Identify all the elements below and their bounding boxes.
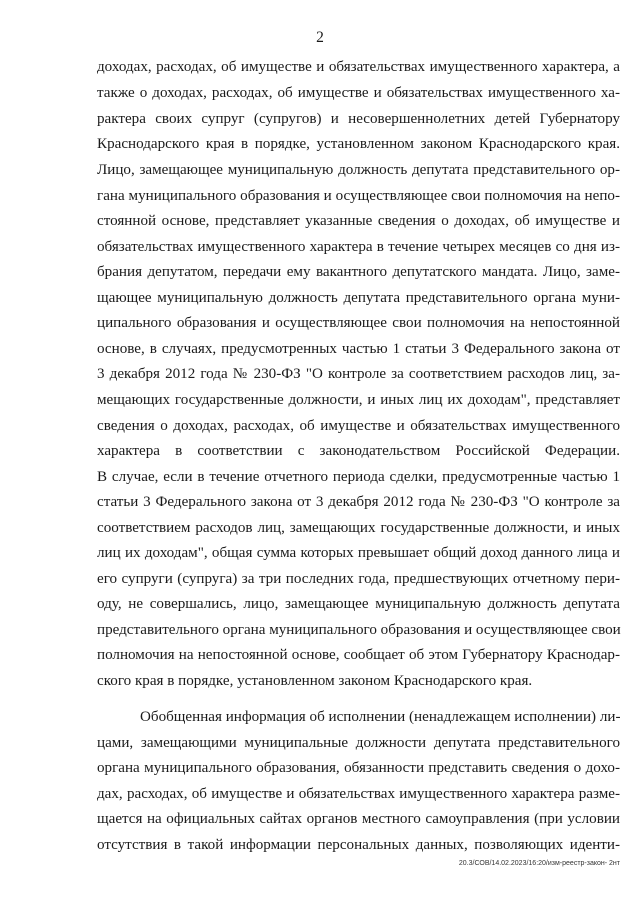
text-line: щающее муниципальную должность депутата представительного органа муни- <box>97 290 620 306</box>
text-line: полномочия на непостоянной основе, сообщает об этом Губернатору Краснодар- <box>97 647 620 663</box>
text-line: гана муниципального образования и осуществляющее свои полномочия на непо- <box>97 188 620 204</box>
text-line: рактера своих супруг (супругов) и несовершеннолетних детей Губернатору <box>97 111 620 127</box>
footer-document-code: 20.3/СОВ/14.02.2023/16:20/изм-реестр-закон- 2нт <box>458 860 620 867</box>
text-line: отсутствия в такой информации персональных данных, позволяющих иденти- <box>97 837 620 853</box>
text-line: 3 декабря 2012 года № 230-ФЗ "О контроле за соответствием расходов лиц, за- <box>97 366 620 382</box>
text-line: ского края в порядке, установленном законом Краснодарского края. <box>97 673 533 689</box>
text-line: представительного органа муниципального образования и осуществляющее свои <box>97 622 621 638</box>
text-line: основе, в случаях, предусмотренных частью 1 статьи 3 Федерального закона от <box>97 341 620 357</box>
text-line: характера в соответствии с законодательством Российской Федерации. <box>97 443 620 459</box>
text-line: соответствием расходов лиц, замещающих государственные должности, и иных <box>97 520 620 536</box>
text-line: Лицо, замещающее муниципальную должность депутата представительного ор- <box>97 162 620 178</box>
text-line: щается на официальных сайтах органов местного самоуправления (при условии <box>97 811 620 827</box>
text-line: оду, не совершались, лицо, замещающее муниципальную должность депутата <box>97 596 620 612</box>
text-line: его супруги (супруга) за три последних года, предшествующих отчетному пери- <box>97 571 620 587</box>
text-line: мещающих государственные должности, и иных лиц их доходам", представляет <box>97 392 620 408</box>
text-line: дах, расходах, об имуществе и обязательствах имущественного характера разме- <box>97 786 620 802</box>
paragraph-first-line: Обобщенная информация об исполнении (ненадлежащем исполнении) ли- <box>140 709 621 725</box>
text-line: сведения о доходах, расходах, об имуществе и обязательствах имущественного <box>97 418 620 434</box>
text-line: органа муниципального образования, обязанности представить сведения о дохо- <box>97 760 620 776</box>
text-line: также о доходах, расходах, об имуществе и обязательствах имущественного ха- <box>97 85 620 101</box>
text-line: брания депутатом, передачи ему вакантного депутатского мандата. Лицо, заме- <box>97 264 620 280</box>
text-line: ципального образования и осуществляющее свои полномочия на непостоянной <box>97 315 620 331</box>
text-line: доходах, расходах, об имуществе и обязательствах имущественного характера, а <box>97 59 620 75</box>
text-line: Краснодарского края в порядке, установленном законом Краснодарского края. <box>97 136 620 152</box>
text-line: обязательствах имущественного характера в течение четырех месяцев со дня из- <box>97 239 620 255</box>
text-line: статьи 3 Федерального закона от 3 декабря 2012 года № 230-ФЗ "О контроле за <box>97 494 620 510</box>
text-line: цами, замещающими муниципальные должности депутата представительного <box>97 735 620 751</box>
text-line: В случае, если в течение отчетного периода сделки, предусмотренные частью 1 <box>97 469 620 485</box>
text-line: стоянной основе, представляет указанные сведения о доходах, об имуществе и <box>97 213 620 229</box>
page-number: 2 <box>316 29 324 46</box>
text-line: лиц их доходам", общая сумма которых превышает общий доход данного лица и <box>97 545 620 561</box>
